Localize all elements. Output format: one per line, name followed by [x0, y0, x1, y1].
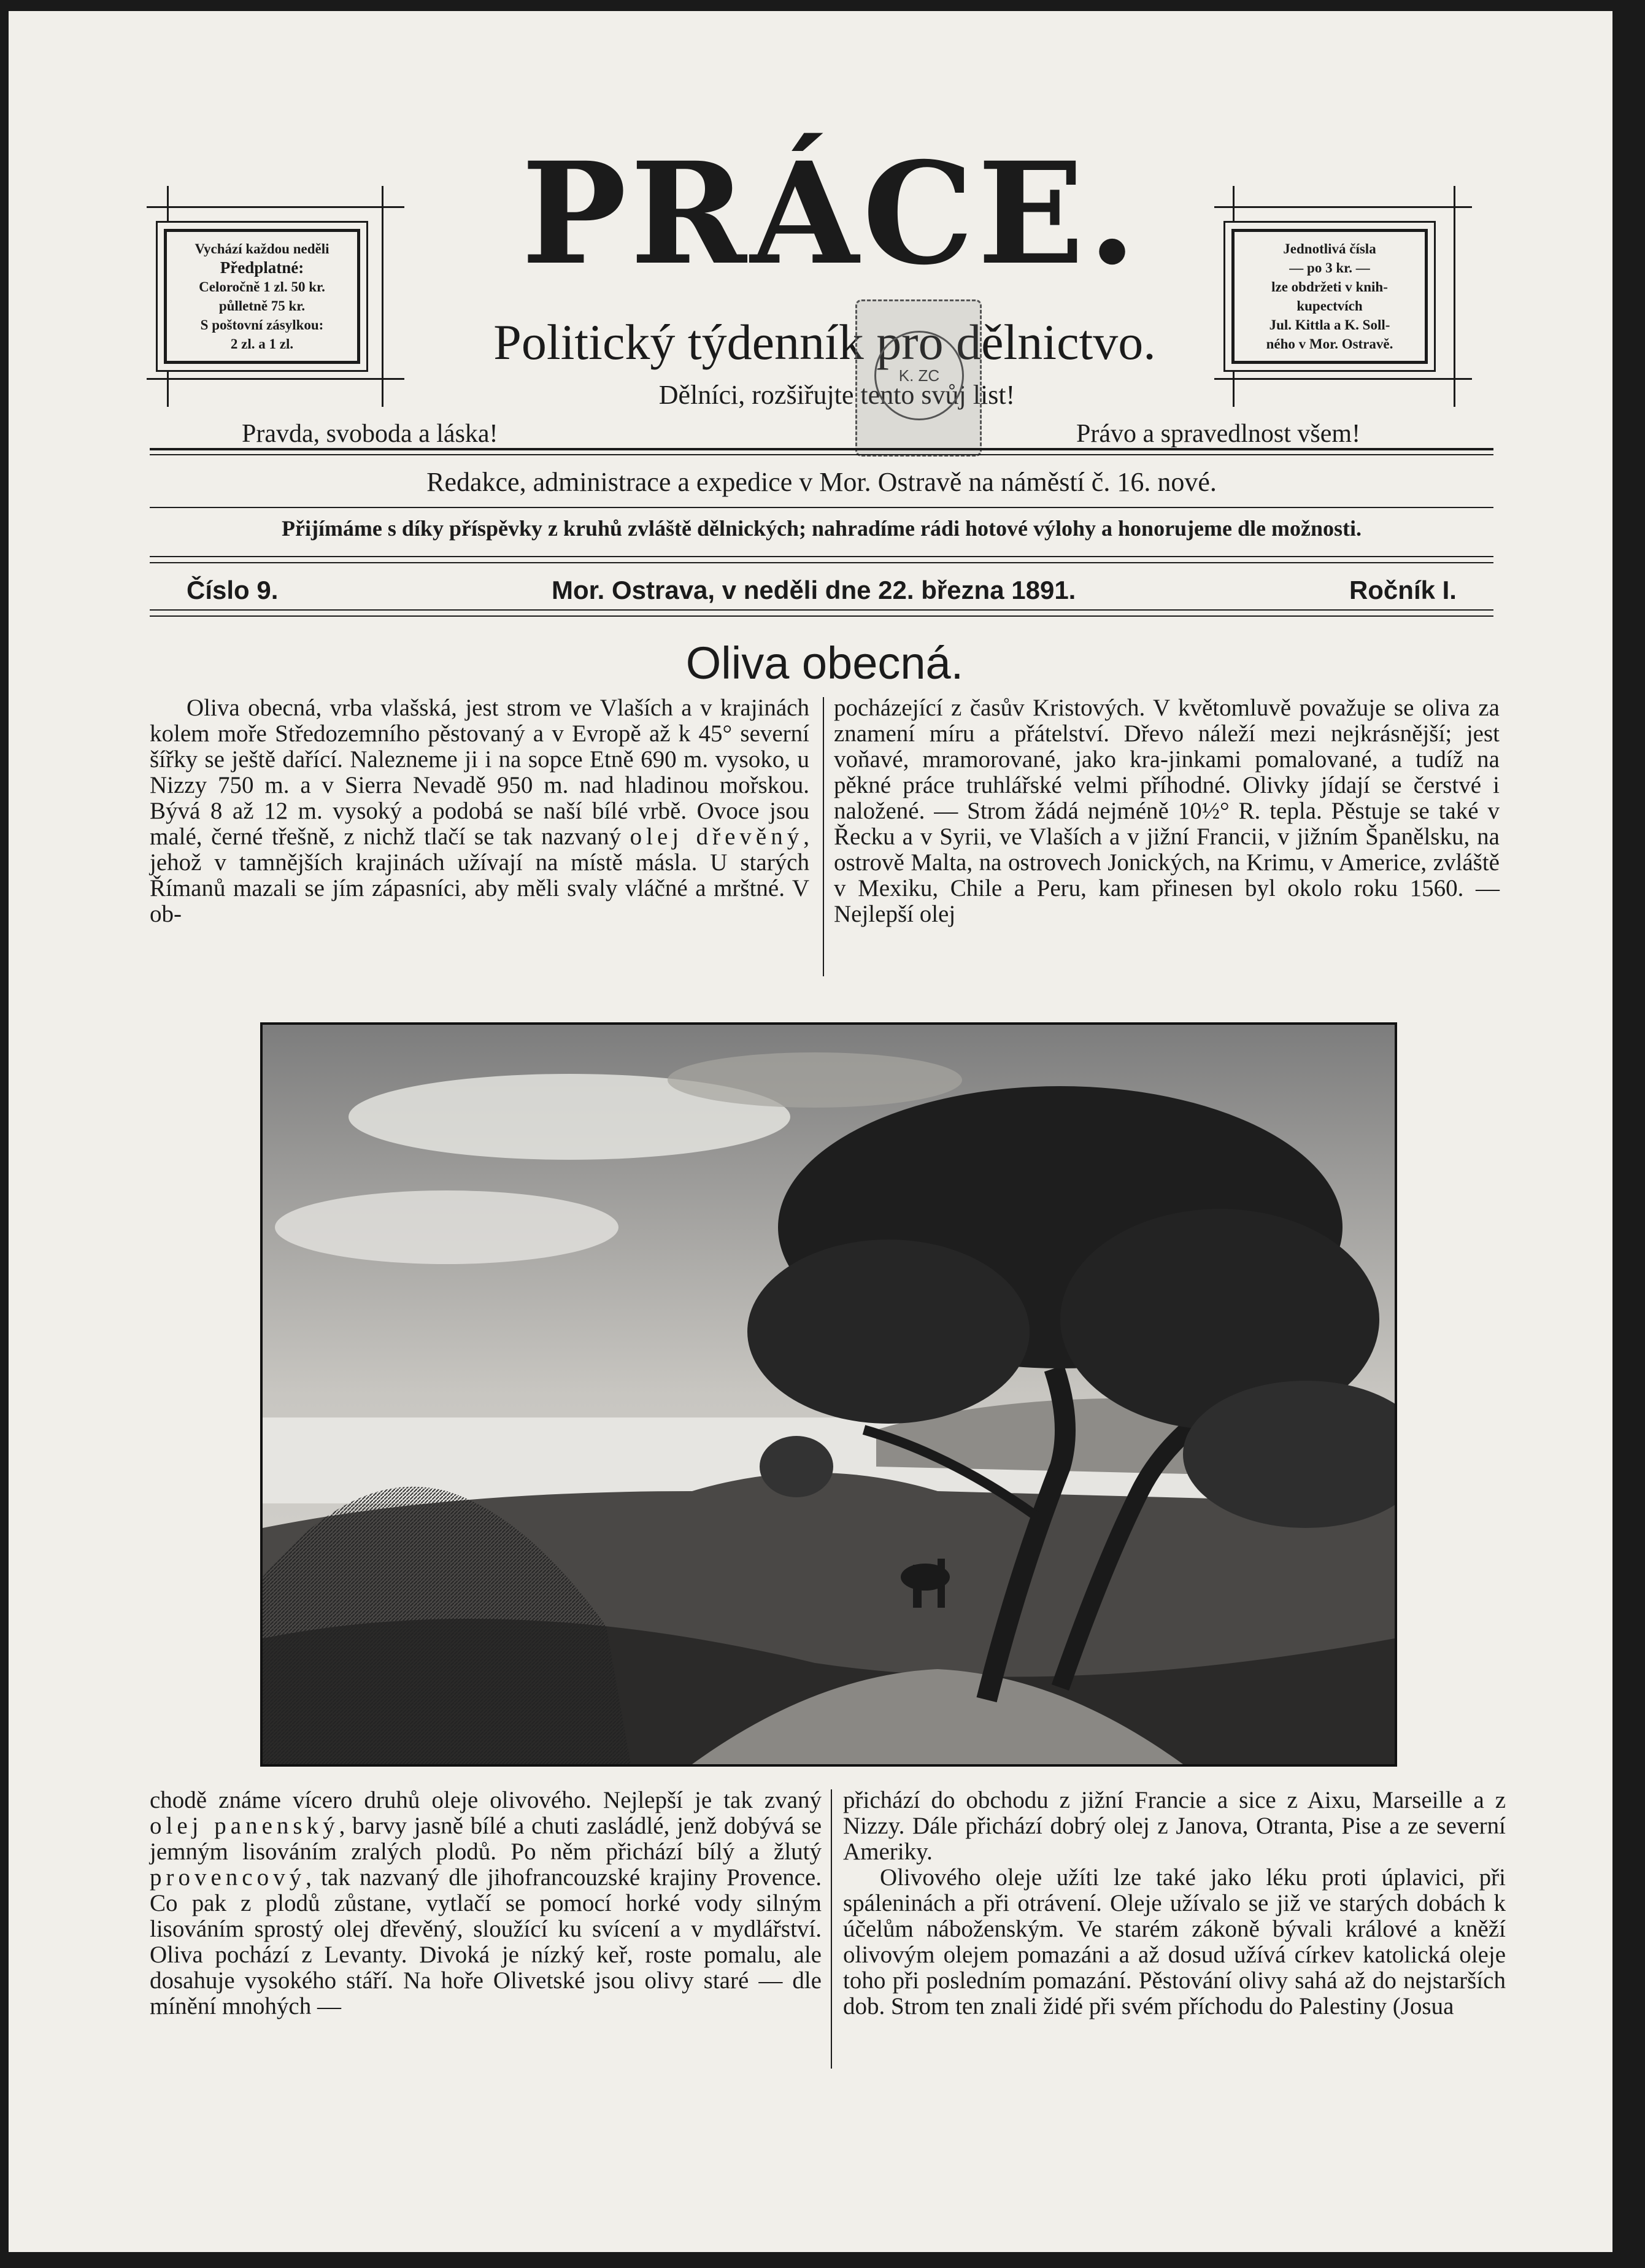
- divider: [150, 507, 1493, 508]
- divider: [150, 562, 1493, 563]
- divider: [150, 615, 1493, 617]
- spaced-text: provencový: [150, 1864, 306, 1891]
- article-title: Oliva obecná.: [685, 638, 964, 688]
- masthead-title: PRÁCE.: [521, 131, 1141, 296]
- box-line: Jul. Kittla a K. Soll-: [1269, 317, 1390, 333]
- spaced-text: olej panenský: [150, 1813, 339, 1839]
- box-line: Celoročně 1 zl. 50 kr.: [199, 279, 325, 295]
- article-column-bottom-right: [843, 1788, 1506, 2019]
- box-line: Předplatné:: [220, 258, 304, 277]
- box-line: Vychází každou neděli: [195, 241, 329, 256]
- paragraph: [150, 1788, 822, 2019]
- column-separator: [823, 697, 824, 976]
- subscription-box: [156, 221, 368, 372]
- box-line: ného v Mor. Ostravě.: [1266, 336, 1393, 352]
- column-separator: [831, 1789, 832, 2069]
- box-line: S poštovní zásylkou:: [200, 317, 324, 333]
- text-run: , barvy jasně bílé a chuti zasládlé, jenž dobývá se jemným lisováním zralých plodů. Po něm přichází bílý a žlutý: [150, 1813, 822, 1865]
- paragraph: pocházející z časův Kristových. V květomluvě považuje se oliva za znamení míru a přátelství. Dřevo náleží mezi nejkrásnější; jest voňavé, mramorované, jako kra-jinkami pomalované, a tudíž na pěkné práce truhlářské velmi příhodné. Olivky jídají se čerstvé i naložené. — Strom žádá nejméně 10½° R. tepla. Pěstuje se také v Řecku a v Syrii, ve Vlaších a v jižní Francii, v jižním Španělsku, na ostrově Malta, na ostrovech Jonických, na Krimu, v Americe, zvláště v Mexiku, Chile a Peru, kam přinesen byl okolo roku 1560. — Nejlepší olej: [834, 695, 1500, 927]
- article-column-top-left: [150, 695, 809, 927]
- text-run: , jehož v tamnějších krajinách užívají na místě másla. U starých Římanů mazali se jím zápasníci, aby měli svaly vláčné a mrštné. V ob-: [150, 824, 809, 927]
- divider: [150, 609, 1493, 611]
- spaced-text: olej dřevěný: [630, 824, 804, 850]
- text-run: chodě známe vícero druhů oleje olivového. Nejlepší je tak zvaný: [150, 1787, 822, 1813]
- masthead-appeal: Dělníci, rozšiřujte tento svůj list!: [658, 380, 1015, 410]
- box-line: 2 zl. a 1 zl.: [230, 336, 294, 352]
- frame-line: [1214, 378, 1472, 380]
- issue-number: Číslo 9.: [187, 576, 279, 604]
- box-line: Jednotlivá čísla: [1283, 241, 1376, 256]
- motto-left: Pravda, svoboda a láska!: [242, 420, 498, 448]
- issue-date: Mor. Ostrava, v neděli dne 22. března 1891.: [551, 576, 1076, 604]
- motto-right: Právo a spravedlnost všem!: [1076, 420, 1361, 448]
- engraving-image: [263, 1025, 1395, 1764]
- article-column-bottom-left: [150, 1788, 822, 2019]
- editorial-line: Redakce, administrace a expedice v Mor. Ostravě na náměstí č. 16. nové.: [426, 467, 1217, 497]
- frame-line: [147, 206, 404, 208]
- issue-volume: Ročník I.: [1349, 576, 1457, 604]
- divider: [150, 454, 1493, 455]
- postage-stamp: [855, 299, 982, 457]
- box-line: půlletně 75 kr.: [218, 298, 306, 314]
- box-line: — po 3 kr. —: [1289, 260, 1370, 276]
- olive-tree-engraving: [260, 1022, 1397, 1767]
- frame-line: [147, 378, 404, 380]
- paragraph: [150, 695, 809, 927]
- frame-line: [382, 186, 383, 407]
- issue-line: [187, 576, 1457, 605]
- text-run: Oliva obecná, vrba vlašská, jest strom ve Vlaších a v krajinách kolem moře Středozemního pěstovaný a v Evropě až k 45° severní šířky se ještě dařící. Nalezneme ji i na sopce Etně 690 m. vysoko, u Nizzy 750 m. a v Sierra Nevadě 950 m. nad hladinou mořskou. Bývá 8 až 12 m. vysoký a podobá se naší bílé vrbě. Ovoce jsou malé, černé třešně, z nichž tlačí se tak nazvaný: [150, 695, 809, 850]
- divider: [150, 556, 1493, 557]
- masthead-subtitle: Politický týdenník pro dělnictvo.: [493, 314, 1156, 370]
- box-line: kupectvích: [1296, 298, 1363, 314]
- text-run: , tak nazvaný dle jihofrancouzské krajiny Provence. Co pak z plodů zůstane, vytlačí se pomocí horké vody silným lisováním sprostý olej dřevěný, sloužící ku svícení a v mydlářství. Oliva pochází z Levanty. Divoká je nízký keř, roste pomalu, ale dosahuje vysokého stáří. Na hoře Olivetské jsou olivy staré — dle mínění mnohých —: [150, 1864, 822, 2019]
- paragraph: Olivového oleje užíti lze také jako léku proti úplavici, při spáleninách a při otrávení. Oleje užívalo se již ve starých dobách k účelům náboženským. Ve starém zákoně bývali králové a kněží olivovým olejem pomazáni a až dosud užívá církev katolická oleje toho při posledním pomazání. Pěstování olivy sahá až do nejstarších dob. Strom ten znali židé při svém příchodu do Palestiny (Josua: [843, 1864, 1506, 2019]
- single-copy-box: [1223, 221, 1436, 372]
- article-column-top-right: [834, 695, 1500, 927]
- frame-line: [1214, 206, 1472, 208]
- box-line: lze obdržeti v knih-: [1271, 279, 1388, 295]
- contributions-line: Přijímáme s díky příspěvky z kruhů zvláště dělnických; nahradíme rádi hotové výlohy a honorujeme dle možnosti.: [281, 516, 1362, 541]
- divider: [150, 448, 1493, 450]
- paragraph: přichází do obchodu z jižní Francie a sice z Aixu, Marseille a z Nizzy. Dále přichází dobrý olej z Janova, Otranta, Pise a ze severní Ameriky.: [843, 1787, 1506, 1865]
- stamp-text: K. ZC: [874, 331, 964, 420]
- newspaper-page: [9, 11, 1612, 2252]
- frame-line: [1454, 186, 1455, 407]
